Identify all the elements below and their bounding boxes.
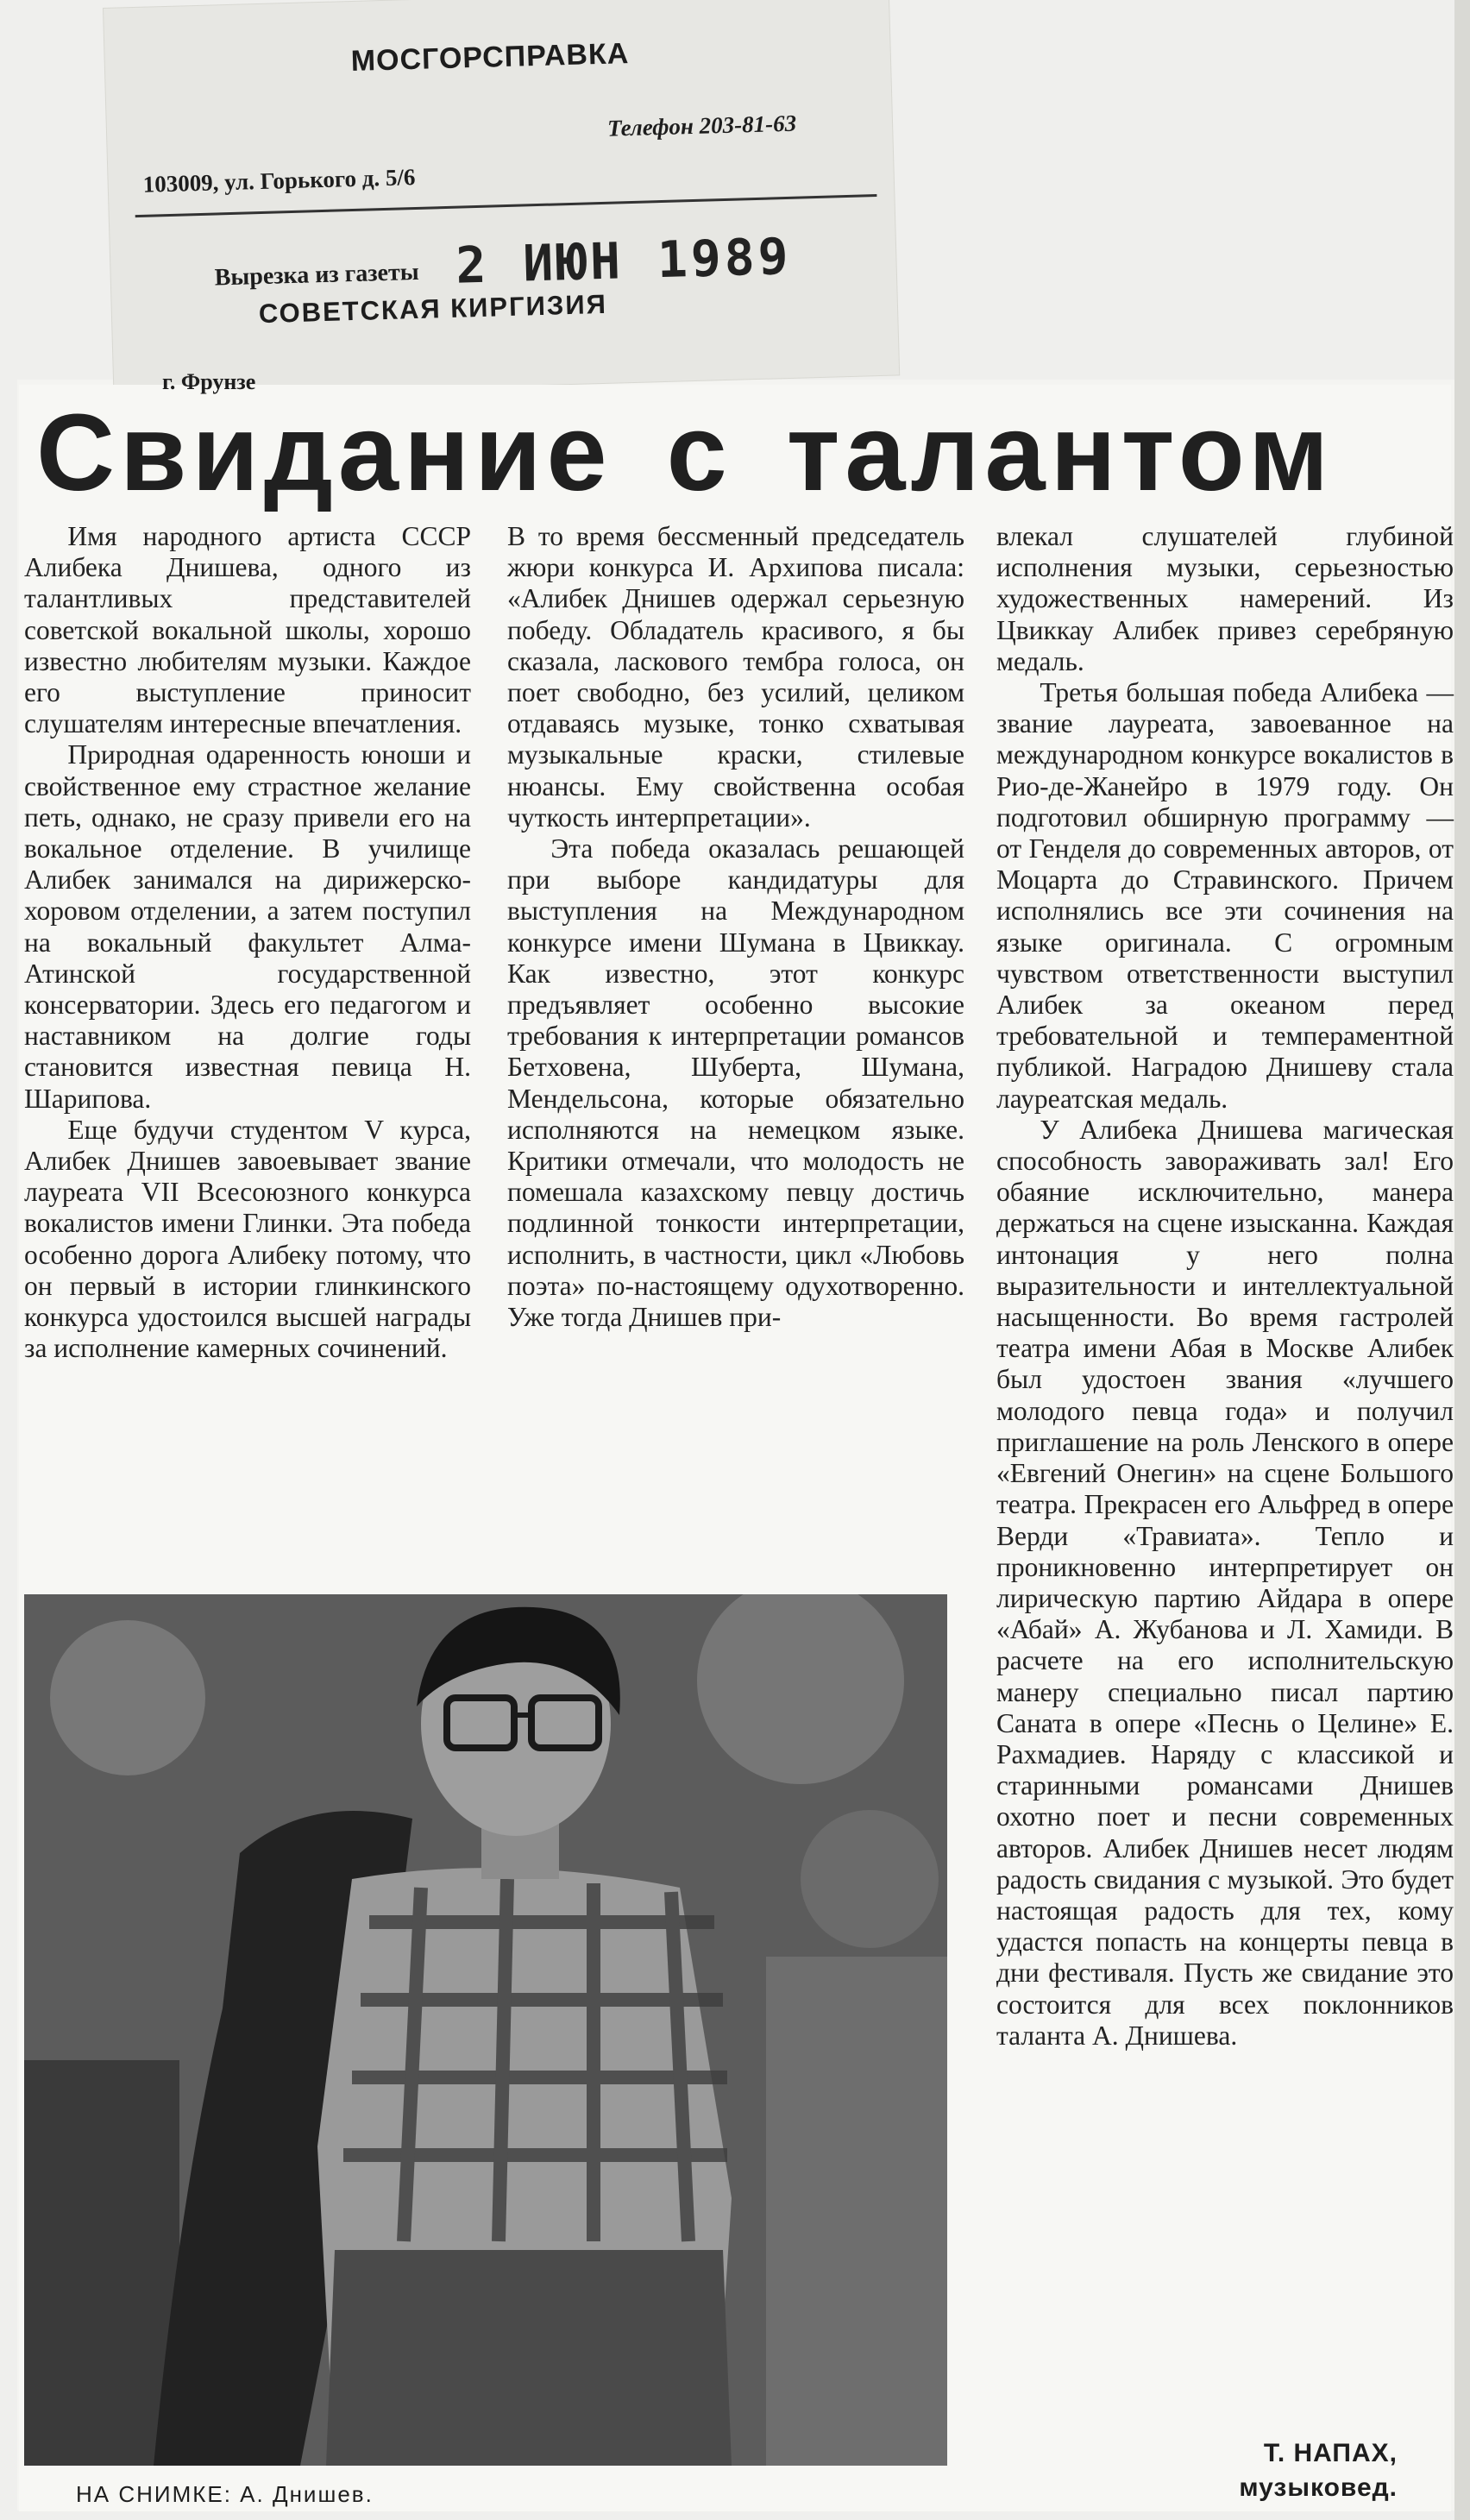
article-column-1 xyxy=(24,521,471,1364)
dateline-city: г. Фрунзе xyxy=(162,369,256,394)
stamp-address: 103009, ул. Горького д. 5/6 xyxy=(142,163,416,198)
page-edge xyxy=(1454,0,1470,2520)
stamp-divider xyxy=(135,194,877,217)
author-role: музыковед. xyxy=(1239,2473,1398,2502)
paragraph: Еще будучи студентом V курса, Алибек Днишев завоевывает звание лауреата VII Всесоюзного конкурса вокалистов имени Глинки. Эта победа особенно дорога Алибеку потому, что он первый в истории глинкинского конкурса удостоился высшей награды за исполнение камерных сочинений. xyxy=(24,1114,471,1364)
photo-illustration xyxy=(24,1594,947,2466)
paragraph: Эта победа оказалась решающей при выборе кандидатуры для выступления на Международном конкурсе имени Шумана в Цвиккау. Как известно, этот конкурс предъявляет особенно высокие требования к интерпретации романсов Бетховена, Шуберта, Шумана, Мендельсона, которые обязательно исполняются на немецком языке. Критики отмечали, что молодость не помешала казахскому певцу достичь подлинной тонкости интерпретации, исполнить, в частности, цикл «Любовь поэта» по-настоящему одухотворенно. Уже тогда Днишев при- xyxy=(507,833,964,1333)
paragraph: Третья большая победа Алибека — звание лауреата, завоеванное на международном конкурсе вокалистов в Рио-де-Жанейро в 1979 году. Он подготовил обширную программу — от Генделя до современных авторов, от Моцарта до Стравинского. Причем исполнялись все эти сочинения на языке оригинала. С огромным чувством ответственности выступил Алибек за океаном перед требовательной и темпераментной публикой. Наградою Днишеву стала лауреатская медаль. xyxy=(996,677,1454,1114)
paragraph: У Алибека Днишева магическая способность завораживать зал! Его обаяние исключительно, манера держаться на сцене изысканна. Каждая интонация у него полна выразительности и интеллектуальной насыщенности. Во время гастролей театра имени Абая в Москве Алибек был удостоен звания «лучшего молодого певца года» и получил приглашение на роль Ленского в опере «Евгений Онегин» на сцене Большого театра. Прекрасен его Альфред в опере Верди «Травиата». Тепло и проникновенно интерпретирует он лирическую партию Айдара в опере «Абай» А. Жубанова и Л. Хамиди. В расчете на его исполнительскую манеру специально писал партию Саната в опере «Песнь о Целине» Е. Рахмадиев. Наряду с классикой и старинными романсами Днишев охотно поет и песни современных авторов. Алибек Днишев несет людям радость свидания с музыкой. Это будет настоящая радость для тех, кому удастся попасть на концерты певца в дни фестиваля. Пусть же свидание это состоится для всех поклонников таланта А. Днишева. xyxy=(996,1114,1454,2051)
stamp-phone: Телефон 203-81-63 xyxy=(606,110,797,141)
paragraph: В то время бессменный председатель жюри конкурса И. Архипова писала: «Алибек Днишев одержал серьезную победу. Обладатель красивого, я бы сказала, ласкового тембра голоса, он поет свободно, без усилий, целиком отдаваясь музыке, тонко схватывая музыкальные краски, стилевые нюансы. Ему свойственна особая чуткость интерпретации». xyxy=(507,521,964,833)
stamp-cutting-label: Вырезка из газеты xyxy=(214,258,420,292)
paragraph: Природная одаренность юноши и свойственное ему страстное желание петь, однако, не сразу привели его на вокальное отделение. В училище Алибек занимался на дирижерско-хоровом отделении, а затем поступил на вокальный факультет Алма-Атинской государственной консерватории. Здесь его педагогом и наставником на долгие годы становится известная певица Н. Шарипова. xyxy=(24,739,471,1114)
clipping-stamp xyxy=(104,0,899,397)
article-column-2 xyxy=(507,521,964,1333)
stamp-newspaper: СОВЕТСКАЯ КИРГИЗИЯ xyxy=(258,288,608,330)
stamp-agency: МОСГОРСПРАВКА xyxy=(350,37,630,79)
author-byline xyxy=(1182,2436,1398,2505)
author-name: Т. НАПАХ, xyxy=(1263,2439,1398,2467)
article-headline: Свидание с талантом xyxy=(36,392,1335,513)
article-column-3 xyxy=(996,521,1454,2052)
portrait-photo xyxy=(24,1594,947,2466)
photo-caption: НА СНИМКЕ: А. Днишев. xyxy=(76,2481,374,2507)
paragraph: Имя народного артиста СССР Алибека Днишева, одного из талантливых представителей советской вокальной школы, хорошо известно любителям музыки. Каждое его выступление приносит слушателям интересные впечатления. xyxy=(24,521,471,739)
paragraph: влекал слушателей глубиной исполнения музыки, серьезностью художественных намерений. Из Цвиккау Алибек привез серебряную медаль. xyxy=(996,521,1454,676)
stamp-date: 2 ИЮН 1989 xyxy=(455,226,793,295)
